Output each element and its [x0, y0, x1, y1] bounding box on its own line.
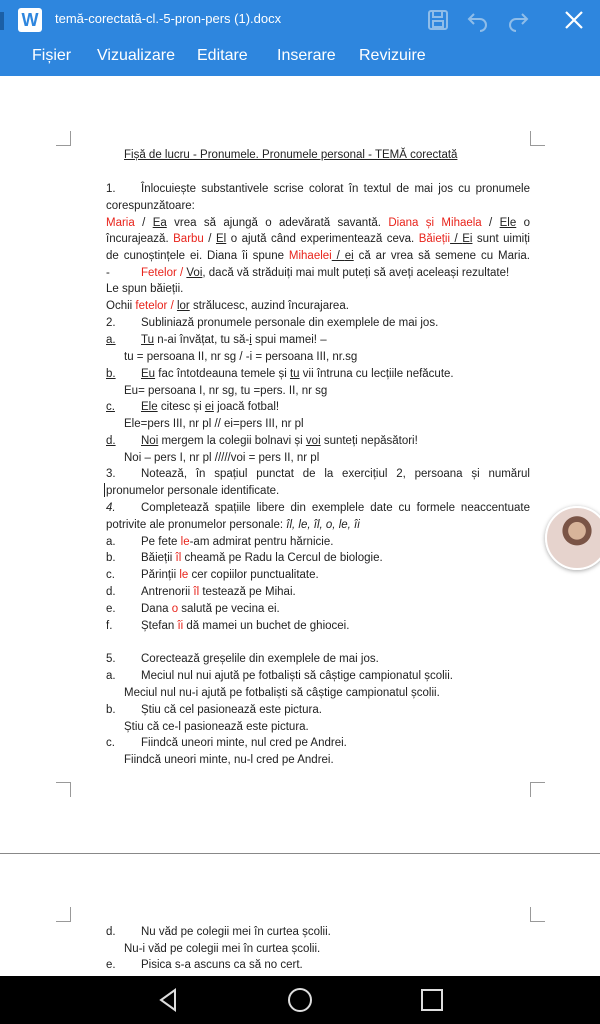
ex5-number: 5.: [106, 653, 116, 665]
ex4-letter-c: c.: [106, 569, 115, 581]
crop-mark: [56, 907, 71, 922]
menu-edit[interactable]: Editare: [197, 47, 248, 64]
ex1-line7: Le spun băieții.: [106, 283, 184, 295]
menu-review[interactable]: Revizuire: [359, 47, 426, 64]
menu-bar: [0, 40, 600, 76]
menu-view[interactable]: Vizualizare: [97, 47, 175, 64]
close-icon[interactable]: [562, 8, 586, 32]
crop-mark: [530, 131, 545, 146]
ex1-line1: Înlocuiește substantivele scrise colorat în textul de mai jos cu pronumele: [141, 183, 530, 195]
ex4-line1: Completează spațiile libere din exemplele date cu formele neaccentuate: [141, 502, 530, 514]
menu-file[interactable]: Fișier: [32, 47, 72, 64]
ex5-instruction: Corectează greșelile din exemplele de mai jos.: [141, 653, 379, 665]
ex1-number: 1.: [106, 183, 116, 195]
undo-icon[interactable]: [466, 8, 490, 32]
ex5-wrong-c: Fiindcă uneori minte, nul cred pe Andrei.: [141, 737, 347, 749]
ex4-letter-d: d.: [106, 586, 116, 598]
ex4-letter-b: b.: [106, 552, 116, 564]
ex2-instruction: Subliniază pronumele personale din exemplele de mai jos.: [141, 317, 439, 329]
ex5-letter-c: c.: [106, 737, 115, 749]
save-icon[interactable]: [426, 8, 450, 32]
ex3-line2: pronumelor personale identificate.: [106, 485, 280, 497]
android-nav-bar: [0, 976, 600, 1024]
ex4-letter-e: e.: [106, 603, 116, 615]
ex4-item-f: Ștefan îi dă mamei un buchet de ghiocei.: [141, 620, 350, 632]
ex2-sentence-b: Eu fac întotdeauna temele și tu vii întruna cu lecțiile nefăcute.: [141, 368, 454, 380]
ex5-letter-d: d.: [106, 926, 116, 938]
ex5-wrong-a: Meciul nul nui ajută pe fotbaliști să câștige campionatul școlii.: [141, 670, 453, 682]
ex1-line6-dash: -: [106, 267, 110, 279]
ex5-letter-e: e.: [106, 959, 116, 971]
page-separator: [0, 853, 600, 854]
ex2-answer-c: Ele=pers III, nr pl // ei=pers III, nr pl: [124, 418, 304, 430]
ex5-wrong-b: Știu că cel pasionează este pictura.: [141, 704, 322, 716]
ex2-answer-a: tu = persoana II, nr sg / -i = persoana III, nr.sg: [124, 351, 358, 363]
redo-icon[interactable]: [506, 8, 530, 32]
ex4-letter-a: a.: [106, 536, 116, 548]
ex2-sentence-c: Ele citesc și ei joacă fotbal!: [141, 401, 280, 413]
home-icon[interactable]: [286, 986, 314, 1014]
document-viewport[interactable]: [0, 76, 600, 976]
ex1-line2: corespunzătoare:: [106, 200, 195, 212]
ex2-answer-d: Noi – pers I, nr pl /////voi = pers II, nr pl: [124, 452, 320, 464]
ex2-number: 2.: [106, 317, 116, 329]
crop-mark: [530, 907, 545, 922]
ex4-letter-f: f.: [106, 620, 113, 632]
ex5-letter-b: b.: [106, 704, 116, 716]
ex2-answer-b: Eu= persoana I, nr sg, tu =pers. II, nr sg: [124, 385, 328, 397]
recents-icon[interactable]: [418, 986, 446, 1014]
ex4-item-c: Părinții le cer copiilor punctualitate.: [141, 569, 319, 581]
wps-writer-icon[interactable]: W: [18, 8, 42, 32]
ex1-line6: Fetelor / Voi, dacă vă străduiți mai mult puteți să aveți aceleași rezultate!: [141, 267, 510, 279]
ex5-fixed-a: Meciul nul nu-i ajută pe fotbaliști să câștige campionatul școlii.: [124, 687, 440, 699]
ex2-letter-a: a.: [106, 334, 116, 346]
document-heading: Fișă de lucru - Pronumele. Pronumele personal - TEMĂ corectată: [124, 149, 458, 161]
app-toolbar: [0, 0, 600, 76]
ex1-line4: încurajează. Barbu / El o ajută când experimentează ceva. Băieții / Ei sunt uimiți: [106, 233, 530, 245]
ex2-letter-c: c.: [106, 401, 115, 413]
ex5-fixed-d: Nu-i văd pe colegii mei în curtea școlii.: [124, 943, 321, 955]
ex1-line8: Ochii fetelor / lor strălucesc, auzind încurajarea.: [106, 300, 349, 312]
ex4-number: 4.: [106, 502, 116, 514]
ex1-line3: Maria / Ea vrea să ajungă o adevărată savantă. Diana și Mihaela / Ele o: [106, 217, 531, 229]
ex3-line1: Notează, în spațiul punctat de la exercițiul 2, persoana și numărul: [141, 468, 530, 480]
back-icon[interactable]: [155, 986, 183, 1014]
ex5-wrong-d: Nu văd pe colegii mei în curtea școlii.: [141, 926, 331, 938]
ex5-fixed-b: Știu că ce-l pasionează este pictura.: [124, 721, 309, 733]
ex1-line5: de cunoștințele ei. Diana îi spune Mihaelei / ei că ar vrea să semene cu Maria.: [106, 250, 530, 262]
ex5-fixed-c: Fiindcă uneori minte, nu-l cred pe Andrei.: [124, 754, 334, 766]
ex5-letter-a: a.: [106, 670, 116, 682]
crop-mark: [56, 782, 71, 797]
menu-insert[interactable]: Inserare: [277, 47, 336, 64]
ex4-item-e: Dana o salută pe vecina ei.: [141, 603, 280, 615]
title-row: [0, 0, 600, 40]
ex4-item-a: Pe fete le-am admirat pentru hărnicie.: [141, 536, 334, 548]
document-title: temă-corectată-cl.-5-pron-pers (1).docx: [55, 11, 282, 26]
ex3-number: 3.: [106, 468, 116, 480]
ex4-item-b: Băieții îl cheamă pe Radu la Cercul de biologie.: [141, 552, 383, 564]
ex2-sentence-d: Noi mergem la colegii bolnavi și voi sunteți nepăsători!: [141, 435, 418, 447]
ex4-item-d: Antrenorii îl testează pe Mihai.: [141, 586, 296, 598]
ex4-line2: potrivite ale pronumelor personale: îl, le, îl, o, le, îi: [106, 519, 360, 531]
ex2-letter-b: b.: [106, 368, 116, 380]
text-cursor: [104, 483, 105, 497]
crop-mark: [530, 782, 545, 797]
ex2-sentence-a: Tu n-ai învățat, tu să-i spui mamei! –: [141, 334, 327, 346]
ex2-letter-d: d.: [106, 435, 116, 447]
floating-avatar-bubble[interactable]: [545, 506, 600, 570]
ex5-wrong-e: Pisica s-a ascuns ca să no cert.: [141, 959, 303, 971]
drawer-handle[interactable]: [0, 12, 4, 30]
crop-mark: [56, 131, 71, 146]
